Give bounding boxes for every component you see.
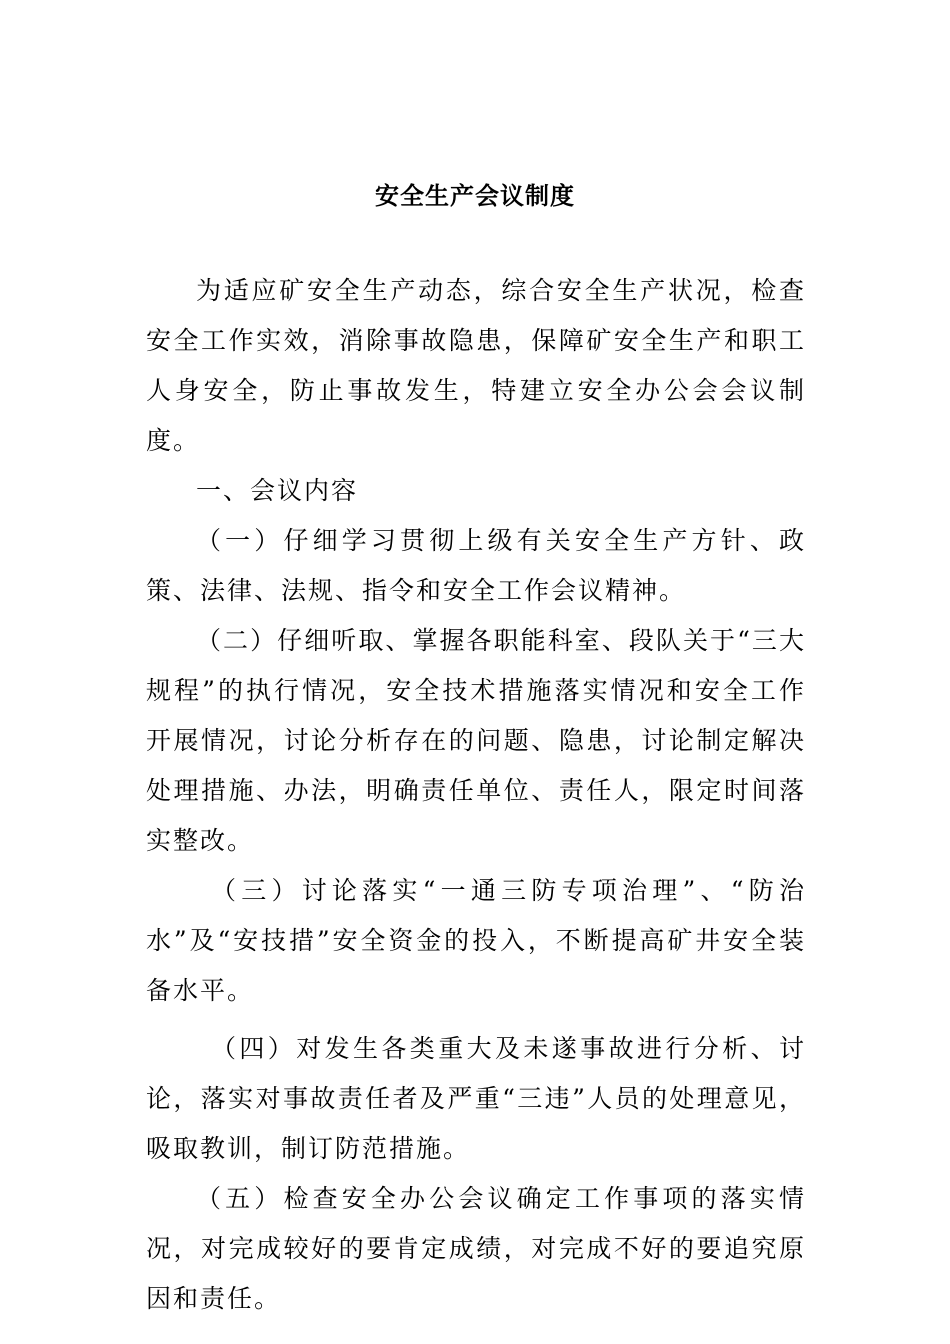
item-4-paragraph: （四）对发生各类重大及未遂事故进行分析、讨论，落实对事故责任者及严重“三违”人员的处理意见，吸取教训，制订防范措施。 bbox=[146, 1034, 806, 1163]
item-1-paragraph: （一）仔细学习贯彻上级有关安全生产方针、政策、法律、法规、指令和安全工作会议精神。 bbox=[146, 526, 806, 605]
item-2-paragraph: （二）仔细听取、掌握各职能科室、段队关于“三大规程”的执行情况，安全技术措施落实情况和安全工作开展情况，讨论分析存在的问题、隐患，讨论制定解决处理措施、办法，明确责任单位、责任人，限定时间落实整改。 bbox=[146, 626, 806, 855]
intro-paragraph: 为适应矿安全生产动态，综合安全生产状况，检查安全工作实效，消除事故隐患，保障矿安全生产和职工人身安全，防止事故发生，特建立安全办公会会议制度。 bbox=[146, 276, 806, 455]
document-body bbox=[146, 266, 806, 1324]
document-title: 安全生产会议制度 bbox=[375, 182, 575, 210]
item-5-paragraph: （五）检查安全办公会议确定工作事项的落实情况，对完成较好的要肯定成绩，对完成不好的要追究原因和责任。 bbox=[146, 1184, 806, 1313]
section-heading-meeting-content: 一、会议内容 bbox=[196, 476, 359, 505]
item-3-paragraph: （三）讨论落实“一通三防专项治理”、“防治水”及“安技措”安全资金的投入，不断提高矿井安全装备水平。 bbox=[146, 876, 806, 1005]
